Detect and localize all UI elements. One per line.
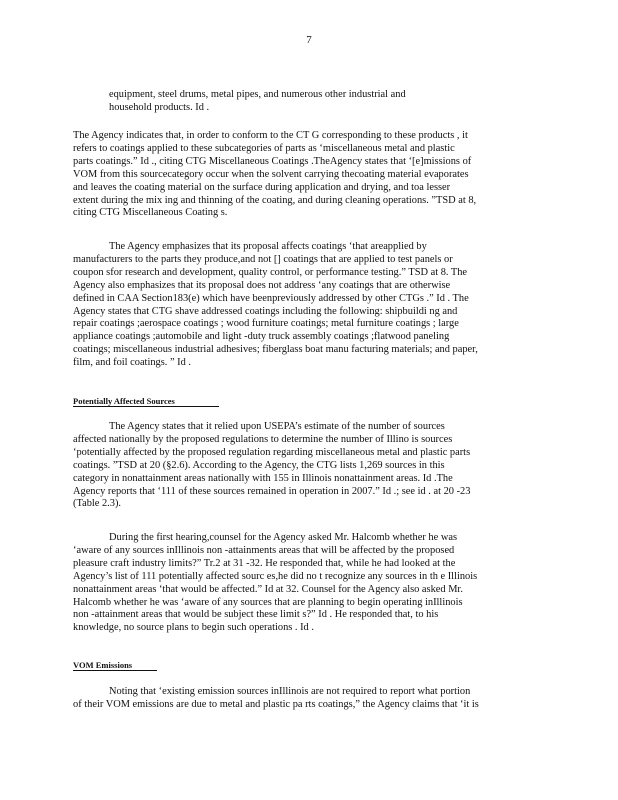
paragraph-line: parts coatings.” Id ., citing CTG Miscellaneous Coatings .TheAgency states that ‘[e]missions of <box>73 155 472 167</box>
paragraph-line: Agency states that CTG shave addressed coatings including the following: shipbuildi ng and <box>73 305 458 317</box>
paragraph-line: ‘aware of any sources inIllinois non -attainments areas that will be affected by the proposed <box>73 544 455 556</box>
page-number: 7 <box>306 34 312 46</box>
paragraph-4 <box>73 532 545 635</box>
paragraph-line: During the first hearing,counsel for the Agency asked Mr. Halcomb whether he was <box>109 532 457 543</box>
paragraph-line: Noting that ‘existing emission sources inIllinois are not required to report what portion <box>109 686 471 697</box>
quote-line: household products. Id . <box>109 101 210 113</box>
quote-line: equipment, steel drums, metal pipes, and numerous other industrial and <box>109 89 406 100</box>
paragraph-line: pleasure craft industry limits?” Tr.2 at 31 -32. He responded that, while he had looked at the <box>73 557 456 569</box>
paragraph-line: Agency reports that ‘111 of these sources remained in operation in 2007.” Id .; see id . at 20 -23 <box>73 485 471 497</box>
paragraph-line: manufacturers to the parts they produce,and not [] coatings that are applied to test panels or <box>73 253 453 265</box>
paragraph-line: appliance coatings ;automobile and light -duty truck assembly coatings ;flatwood paneling <box>73 331 450 343</box>
paragraph-line: Agency’s list of 111 potentially affected sourc es,he did no t recognize any sources in th e Illinois <box>73 570 478 582</box>
paragraph-2 <box>73 241 545 370</box>
paragraph-line: extent during the mix ing and thinning of the coating, and during cleaning operations. ”TSD at 8, <box>73 194 477 206</box>
quote-block <box>109 89 469 115</box>
paragraph-line: refers to coatings applied to these subcategories of parts as ‘miscellaneous metal and plastic <box>73 142 455 154</box>
paragraph-1 <box>73 130 545 220</box>
section-heading-affected-sources: Potentially Affected Sources <box>73 396 219 407</box>
paragraph-line: Halcomb whether he was ‘aware of any sources that are planning to begin operating inIllinois <box>73 596 463 608</box>
paragraph-line: and leaves the coating material on the surface during application and drying, and toa lesser <box>73 181 451 193</box>
paragraph-line: knowledge, no source plans to begin such operations . Id . <box>73 622 314 634</box>
paragraph-5 <box>73 686 545 712</box>
paragraph-line: defined in CAA Section183(e) which have beenpreviously addressed by other CTGs .” Id . The <box>73 292 469 304</box>
paragraph-line: category in nonattainment areas nationally with 155 in Illinois nonattainment areas. Id .The <box>73 472 453 484</box>
paragraph-line: coupon sfor research and development, quality control, or performance testing.” TSD at 8. The <box>73 266 468 278</box>
paragraph-line: of their VOM emissions are due to metal and plastic pa rts coatings,” the Agency claims that ‘it is <box>73 698 479 710</box>
section-heading-vom-emissions: VOM Emissions <box>73 660 157 671</box>
paragraph-line: affected nationally by the proposed regulations to determine the number of Illino is sources <box>73 433 453 445</box>
paragraph-line: repair coatings ;aerospace coatings ; wood furniture coatings; metal furniture coatings ; large <box>73 318 459 330</box>
paragraph-line: The Agency emphasizes that its proposal affects coatings ‘that areapplied by <box>109 241 427 252</box>
paragraph-line: The Agency indicates that, in order to conform to the CT G corresponding to these products , it <box>73 130 468 141</box>
paragraph-line: ‘potentially affected by the proposed regulation regarding miscellaneous metal and plastic parts <box>73 446 471 458</box>
paragraph-line: (Table 2.3). <box>73 498 122 510</box>
paragraph-line: citing CTG Miscellaneous Coating s. <box>73 207 228 219</box>
paragraph-line: film, and foil coatings. ” Id . <box>73 357 192 369</box>
paragraph-line: Agency also emphasizes that its proposal does not address ‘any coatings that are otherwise <box>73 279 451 291</box>
paragraph-line: The Agency states that it relied upon USEPA’s estimate of the number of sources <box>109 421 445 432</box>
paragraph-line: nonattainment areas ‘that would be affected.” Id at 32. Counsel for the Agency also asked Mr. <box>73 583 463 595</box>
paragraph-line: coatings; miscellaneous industrial adhesives; fiberglass boat manu facturing materials; and paper, <box>73 344 478 356</box>
paragraph-line: non -attainment areas that would be subject these limit s?” Id . He responded that, to his <box>73 609 439 621</box>
paragraph-line: coatings. ”TSD at 20 (§2.6). According to the Agency, the CTG lists 1,269 sources in this <box>73 459 445 471</box>
paragraph-3 <box>73 421 545 511</box>
paragraph-line: VOM from this sourcecategory occur when the solvent carrying thecoating material evaporates <box>73 168 469 180</box>
